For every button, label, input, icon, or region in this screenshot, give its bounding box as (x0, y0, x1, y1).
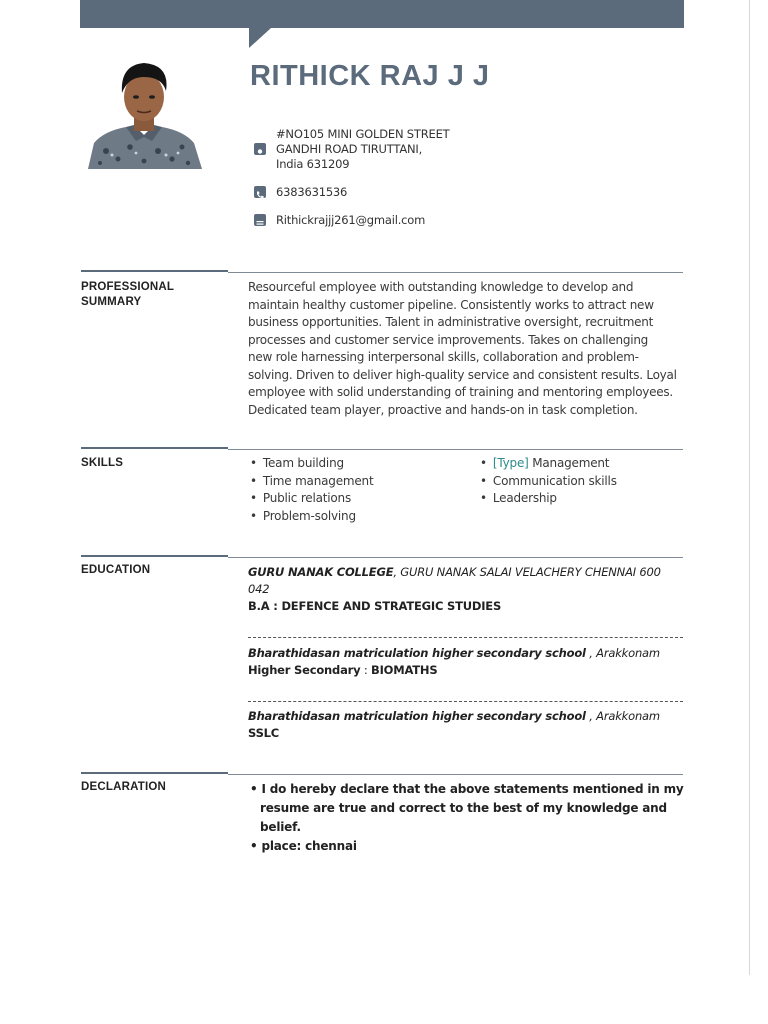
page-edge-line (749, 0, 750, 975)
summary-line: business opportunities. Talent in administrative oversight, recruitment (248, 315, 654, 329)
address-line-2: GANDHI ROAD TIRUTTANI, (276, 142, 423, 156)
education-entry-3-degree: SSLC (248, 726, 280, 740)
declaration-place: • place: chennai (250, 837, 690, 856)
profile-photo (84, 59, 204, 169)
declaration-rule-dark (81, 772, 228, 774)
type-placeholder: [Type] (492, 456, 529, 470)
education-entry-3-institution (248, 708, 660, 725)
email-icon (254, 214, 266, 226)
institution-location: , Arakkonam (585, 709, 660, 723)
phone-number: 6383631536 (276, 185, 348, 199)
declaration-rule-light (228, 774, 683, 775)
email-address: Rithickrajjj261@gmail.com (276, 213, 426, 227)
summary-line: new role harnessing interpersonal skills, collaboration and problem- (248, 350, 639, 364)
degree-level: Higher Secondary (248, 663, 361, 677)
skills-rule-light (228, 449, 683, 450)
summary-section-label (81, 280, 174, 310)
institution-location: , Arakkonam (585, 646, 660, 660)
education-rule-dark (81, 555, 228, 557)
education-entry-1-institution (248, 564, 661, 581)
institution-name: Bharathidasan matriculation higher secondary school (248, 646, 586, 660)
phone-icon (254, 186, 266, 198)
summary-line: Dedicated team player, proactive and hands-on in task completion. (248, 402, 638, 417)
education-section-label: EDUCATION (81, 564, 151, 576)
skill-item-rest: Management (528, 456, 610, 470)
address-line-1: #NO105 MINI GOLDEN STREET (276, 127, 450, 141)
institution-name: GURU NANAK COLLEGE (248, 565, 394, 579)
skill-item-management (480, 455, 617, 473)
summary-line: employee with solid understanding of training and mentoring employees. (248, 385, 673, 399)
education-divider (248, 637, 683, 638)
skill-item: • Problem-solving (250, 508, 373, 526)
summary-rule-light (228, 272, 683, 273)
skill-item: • Team building (250, 455, 373, 473)
education-entry-2-degree (248, 662, 437, 679)
summary-rule-dark (81, 270, 228, 272)
professional-summary (248, 279, 688, 419)
summary-line: Resourceful employee with outstanding knowledge to develop and (248, 280, 634, 294)
skills-list-left (250, 455, 373, 525)
contact-address (254, 127, 449, 172)
education-entry-1-degree: B.A : DEFENCE AND STRATEGIC STUDIES (248, 599, 502, 613)
summary-line: maintain healthy customer pipeline. Consistently works to attract new (248, 297, 654, 312)
declaration-statement: • I do hereby declare that the above statements mentioned in my resume are true and correct to the best of my knowledge and belief. (250, 780, 690, 837)
contact-email (254, 213, 425, 228)
location-icon (254, 143, 266, 155)
skills-list-right (480, 455, 617, 508)
summary-label-line-2: SUMMARY (81, 296, 142, 308)
skill-item: • Time management (250, 473, 373, 491)
summary-label-line-1: PROFESSIONAL (81, 281, 175, 293)
skill-item: • Leadership (480, 490, 617, 508)
skills-rule-dark (81, 447, 228, 449)
degree-separator: : (360, 663, 372, 677)
header-notch (249, 28, 271, 48)
skills-section-label: SKILLS (81, 457, 124, 469)
header-bar (80, 0, 684, 28)
skill-item: • Communication skills (480, 473, 617, 491)
education-rule-light (228, 557, 683, 558)
education-entry-1-location-cont: 042 (248, 582, 270, 596)
institution-name: Bharathidasan matriculation higher secondary school (248, 709, 586, 723)
institution-location: , GURU NANAK SALAI VELACHERY CHENNAI 600 (393, 565, 661, 579)
degree-stream: BIOMATHS (371, 663, 438, 677)
address-line-3: India 631209 (276, 157, 350, 171)
contact-phone (254, 185, 347, 200)
education-entry-2-institution (248, 645, 660, 662)
skill-item: • Public relations (250, 490, 373, 508)
declaration-section-label: DECLARATION (81, 781, 167, 793)
summary-line: processes and customer service improvements. Takes on challenging (248, 332, 649, 347)
candidate-name: RITHICK RAJ J J (250, 60, 490, 92)
education-divider (248, 701, 683, 702)
declaration-list (250, 780, 690, 856)
summary-line: solving. Driven to deliver high-quality service and consistent results. Loyal (248, 367, 677, 382)
